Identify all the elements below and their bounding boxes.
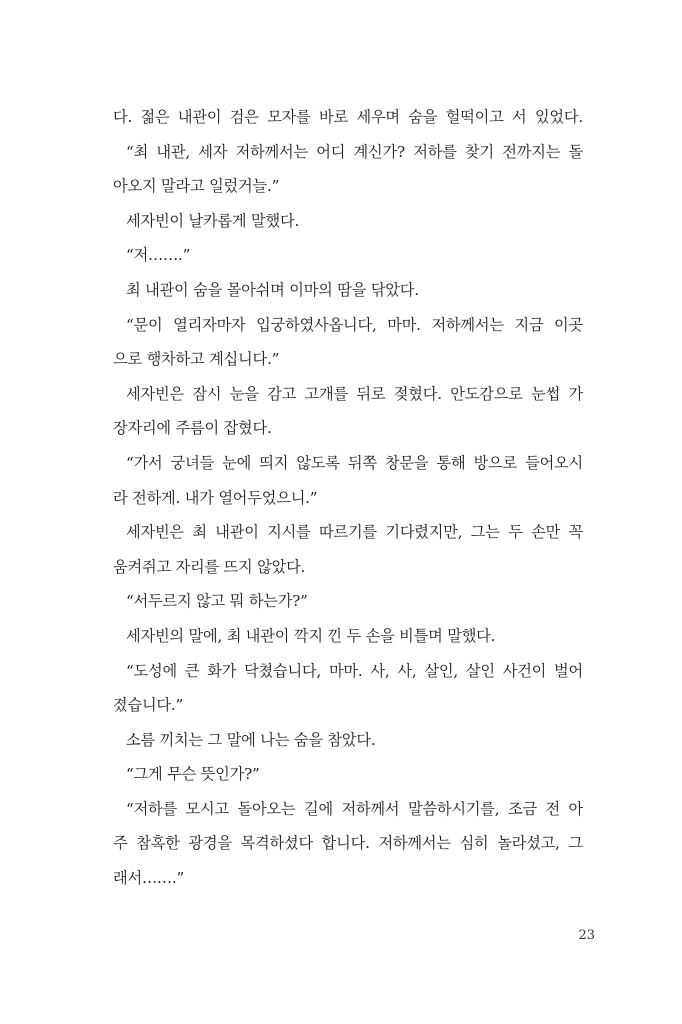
text-line: 래서…….” [113, 869, 185, 888]
text-line: 졌습니다.” [113, 696, 184, 715]
text-line: “도성에 큰 화가 닥쳤습니다, 마마. 사, 사, 살인, 살인 사건이 벌어 [126, 661, 583, 680]
text-line: 장자리에 주름이 잡혔다. [113, 419, 272, 438]
text-line: 라 전하게. 내가 열어두었으니.” [113, 488, 318, 507]
text-line: 주 참혹한 광경을 목격하셨다 합니다. 저하께서는 심히 놀라셨고, 그 [113, 834, 583, 853]
text-line: 소름 끼치는 그 말에 나는 숨을 참았다. [126, 730, 376, 749]
text-line: 최 내관이 숨을 몰아쉬며 이마의 땀을 닦았다. [126, 280, 419, 299]
text-line: “가서 궁녀들 눈에 띄지 않도록 뒤쪽 창문을 통해 방으로 들어오시 [126, 453, 583, 472]
text-line: “저…….” [126, 246, 191, 265]
text-line: “최 내관, 세자 저하께서는 어디 계신가? 저하를 찾기 전까지는 돌 [126, 142, 583, 161]
page-number: 23 [578, 928, 595, 943]
text-line: “서두르지 않고 뭐 하는가?” [126, 592, 308, 611]
text-line: 세자빈이 날카롭게 말했다. [126, 211, 300, 230]
text-line: “그게 무슨 뜻인가?” [126, 765, 260, 784]
text-line: 세자빈은 최 내관이 지시를 따르기를 기다렸지만, 그는 두 손만 꼭 [126, 523, 583, 542]
text-line: 세자빈은 잠시 눈을 감고 고개를 뒤로 젖혔다. 안도감으로 눈썹 가 [126, 384, 583, 403]
text-line: “문이 열리자마자 입궁하였사옵니다, 마마. 저하께서는 지금 이곳 [126, 315, 583, 334]
text-line: 아오지 말라고 일렀거늘.” [113, 177, 280, 196]
text-line: 다. 젊은 내관이 검은 모자를 바로 세우며 숨을 헐떡이고 서 있었다. [113, 108, 583, 126]
text-line: 움켜쥐고 자리를 뜨지 않았다. [113, 557, 306, 576]
text-line: 세자빈의 말에, 최 내관이 깍지 낀 두 손을 비틀며 말했다. [126, 626, 496, 645]
text-line: “저하를 모시고 돌아오는 길에 저하께서 말씀하시기를, 조금 전 아 [126, 799, 583, 818]
text-line: 으로 행차하고 계십니다.” [113, 350, 280, 369]
book-page-body [113, 100, 583, 896]
